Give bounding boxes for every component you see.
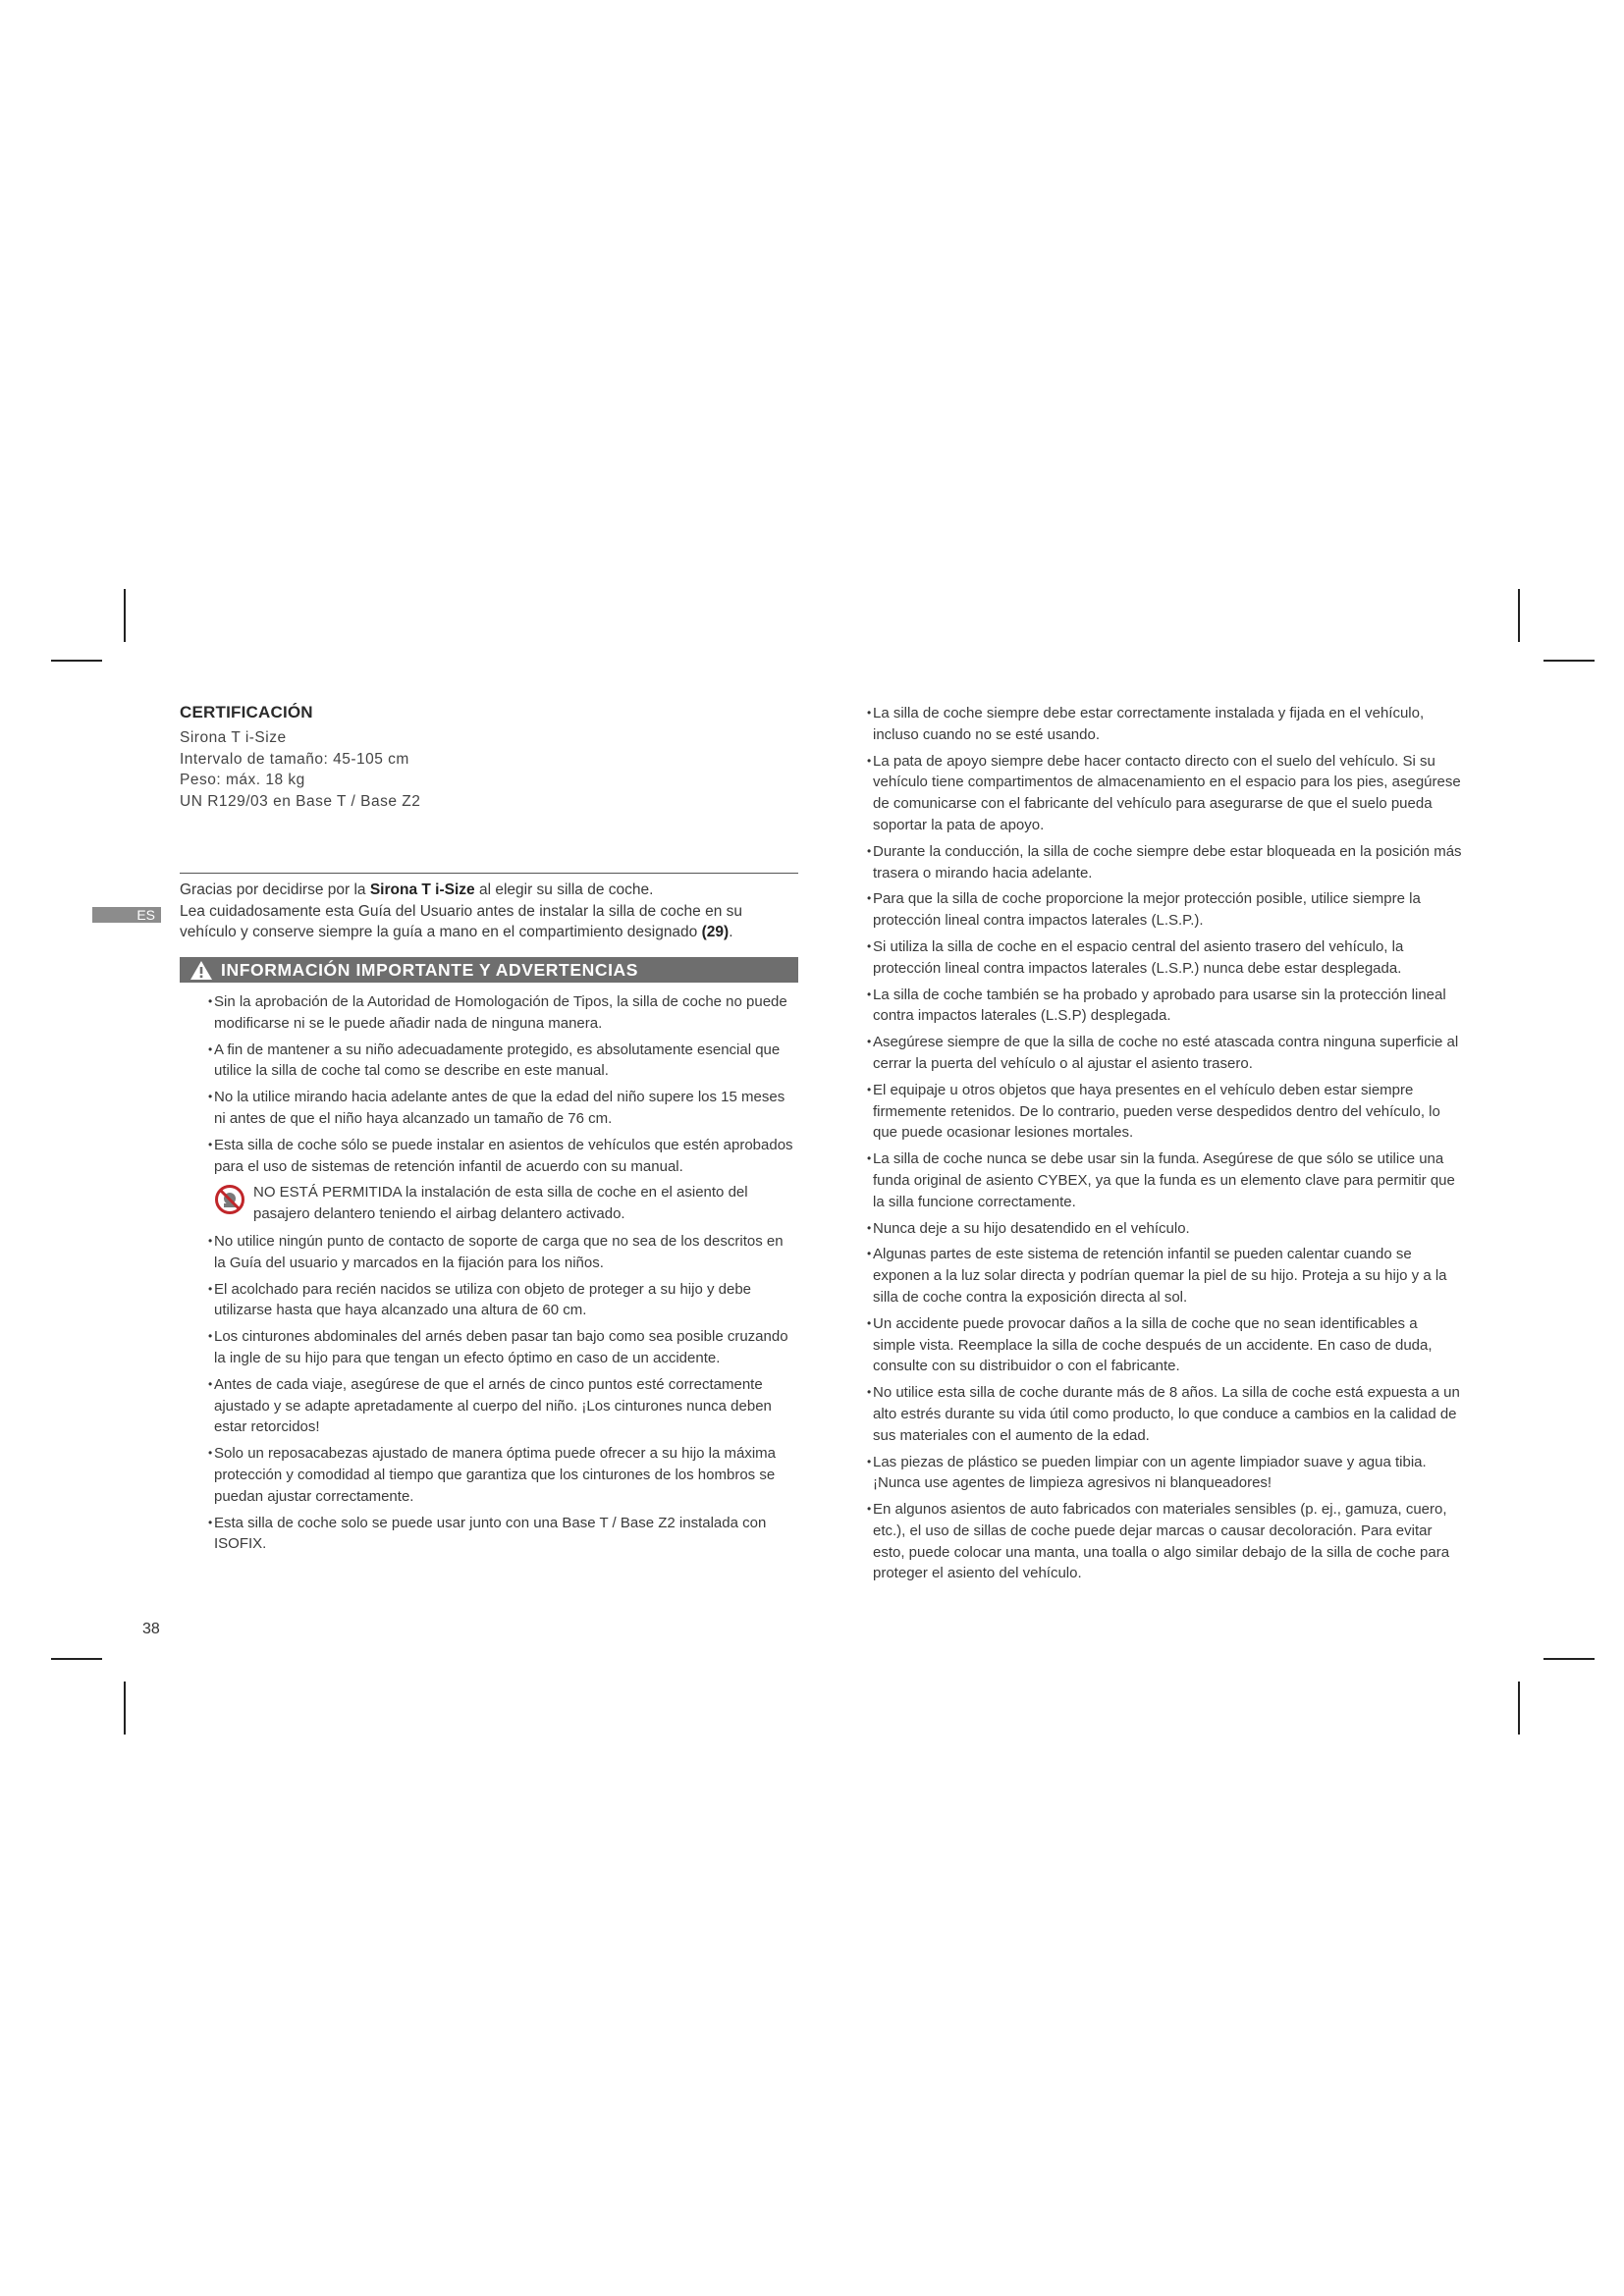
crop-mark (1518, 1682, 1520, 1735)
list-item: • Antes de cada viaje, asegúrese de que el arnés de cinco puntos esté correctamente ajustado y se adapte apretadamente al cuerpo del niño. ¡Los cinturones nunca deben estar retorcidos! (208, 1375, 772, 1436)
list-item: • El acolchado para recién nacidos se utiliza con objeto de proteger a su hijo y debe utilizarse hasta que haya alcanzado una altura de 60 cm. (208, 1280, 752, 1319)
intro-text (180, 880, 798, 943)
list-item: • Los cinturones abdominales del arnés deben pasar tan bajo como sea posible cruzando la ingle de su hijo para que tengan un efecto óptimo en caso de un accidente. (208, 1328, 788, 1366)
list-item: • A fin de mantener a su niño adecuadamente protegido, es absolutamente esencial que utilice la silla de coche tal como se describe en este manual. (208, 1041, 781, 1080)
list-item: • No utilice ningún punto de contacto de soporte de carga que no sea de los descritos en la Guía del usuario y marcados en la fijación para los niños. (208, 1232, 784, 1271)
cert-regulation: UN R129/03 en Base T / Base Z2 (180, 792, 421, 810)
section-divider (180, 873, 798, 874)
warning-header-text: INFORMACIÓN IMPORTANTE Y ADVERTENCIAS (221, 960, 639, 980)
list-item: • La pata de apoyo siempre debe hacer contacto directo con el suelo del vehículo. Si su vehículo tiene compartimentos de almacenamiento en el espacio para los pies, asegúrese de comunicarse con el fabricante del vehículo para asegurarse de que el suelo pueda soportar la pata de apoyo. (867, 752, 1461, 833)
list-item: • El equipaje u otros objetos que haya presentes en el vehículo deben estar siempre firmemente retenidos. De lo contrario, pueden verse despedidos dentro del vehículo, lo que puede ocasionar lesiones mortales. (867, 1081, 1440, 1142)
list-item: • Si utiliza la silla de coche en el espacio central del asiento trasero del vehículo, la protección lineal contra impactos laterales (L.S.P.) nunca debe estar desplegada. (867, 937, 1404, 977)
list-item: • Durante la conducción, la silla de coche siempre debe estar bloqueada en la posición más trasera o mirando hacia adelante. (867, 842, 1462, 881)
left-bullets-b (208, 1231, 793, 1555)
right-warning-list (867, 703, 1462, 1589)
list-item: • Algunas partes de este sistema de retención infantil se pueden calentar cuando se exponen a la luz solar directa y podrían quemar la piel de su hijo. Proteja a su hijo y a la silla de coche contra la exposición directa al sol. (867, 1246, 1447, 1306)
airbag-warning-text: NO ESTÁ PERMITIDA la instalación de esta silla de coche en el asiento del pasajero delantero teniendo el airbag delantero activado. (253, 1184, 748, 1223)
crop-mark (1518, 589, 1520, 642)
no-airbag-icon (214, 1184, 245, 1215)
list-item: • Las piezas de plástico se pueden limpiar con un agente limpiador suave y agua tibia. ¡Nunca use agentes de limpieza agresivos ni blanqueadores! (867, 1453, 1427, 1492)
list-item: • Nunca deje a su hijo desatendido en el vehículo. (867, 1219, 1190, 1237)
list-item: • Para que la silla de coche proporcione la mejor protección posible, utilice siempre la protección lineal contra impactos laterales (L.S.P.). (867, 890, 1421, 930)
cert-weight: Peso: máx. 18 kg (180, 772, 305, 788)
certification-title: CERTIFICACIÓN (180, 703, 313, 721)
airbag-warning (214, 1182, 793, 1225)
crop-mark (1543, 1658, 1595, 1660)
cert-size-range: Intervalo de tamaño: 45-105 cm (180, 750, 409, 768)
crop-mark (51, 1658, 102, 1660)
list-item: • Un accidente puede provocar daños a la silla de coche que no sean identificables a simple vista. Reemplace la silla de coche después de un accidente. En caso de duda, consulte con su distribuidor o con el fabricante. (867, 1314, 1433, 1375)
warning-header (180, 957, 798, 983)
cert-product: Sirona T i-Size (180, 729, 287, 746)
list-item: • Solo un reposacabezas ajustado de manera óptima puede ofrecer a su hijo la máxima protección y comodidad al tiempo que garantiza que los cinturones de los hombros se puedan ajustar correctamente. (208, 1445, 777, 1505)
left-bullets-a (208, 991, 793, 1177)
crop-mark (51, 660, 102, 662)
warning-triangle-icon (189, 960, 213, 981)
list-item: • La silla de coche nunca se debe usar sin la funda. Asegúrese de que sólo se utilice una funda original de asiento CYBEX, ya que la funda es un elemento clave para permitir que la silla funcione correctamente. (867, 1150, 1455, 1210)
list-item: • Esta silla de coche sólo se puede instalar en asientos de vehículos que estén aprobados para el uso de sistemas de retención infantil de acuerdo con su manual. (208, 1136, 793, 1175)
intro-paragraph-2: Lea cuidadosamente esta Guía del Usuario antes de instalar la silla de coche en su vehículo y conserve siempre la guía a mano en el compartimiento designado (29). (180, 902, 742, 940)
crop-mark (1543, 660, 1595, 662)
crop-mark (124, 589, 126, 642)
list-item: • La silla de coche siempre debe estar correctamente instalada y fijada en el vehículo, incluso cuando no se esté usando. (867, 705, 1425, 743)
list-item: • No la utilice mirando hacia adelante antes de que la edad del niño supere los 15 meses ni antes de que el niño haya alcanzado un tamaño de 76 cm. (208, 1089, 785, 1127)
intro-paragraph-1: Gracias por decidirse por la Sirona T i-Size al elegir su silla de coche. (180, 881, 654, 898)
list-item: • Sin la aprobación de la Autoridad de Homologación de Tipos, la silla de coche no puede modificarse ni se le puede añadir nada de ninguna manera. (208, 993, 787, 1032)
list-item: • Asegúrese siempre de que la silla de coche no esté atascada contra ninguna superficie al cerrar la puerta del vehículo o al ajustar el asiento trasero. (867, 1034, 1459, 1072)
crop-mark (124, 1682, 126, 1735)
page-number: 38 (142, 1621, 160, 1637)
left-warning-list (208, 991, 793, 1560)
list-item: • La silla de coche también se ha probado y aprobado para usarse sin la protección lineal contra impactos laterales (L.S.P) desplegada. (867, 986, 1446, 1025)
certification-block (180, 703, 798, 812)
list-item: • En algunos asientos de auto fabricados con materiales sensibles (p. ej., gamuza, cuero, etc.), el uso de sillas de coche puede dejar marcas o causar decoloración. Para evitar esto, puede colocar una manta, una toalla o algo similar debajo de la silla de coche para proteger el asiento del vehículo. (867, 1501, 1450, 1582)
language-tab: ES (92, 907, 161, 923)
list-item: • Esta silla de coche solo se puede usar junto con una Base T / Base Z2 instalada con ISOFIX. (208, 1514, 767, 1553)
list-item: • No utilice esta silla de coche durante más de 8 años. La silla de coche está expuesta a un alto estrés durante su vida útil como producto, lo que conduce a cambios en la calidad de sus materiales con el aumento de la edad. (867, 1384, 1460, 1444)
